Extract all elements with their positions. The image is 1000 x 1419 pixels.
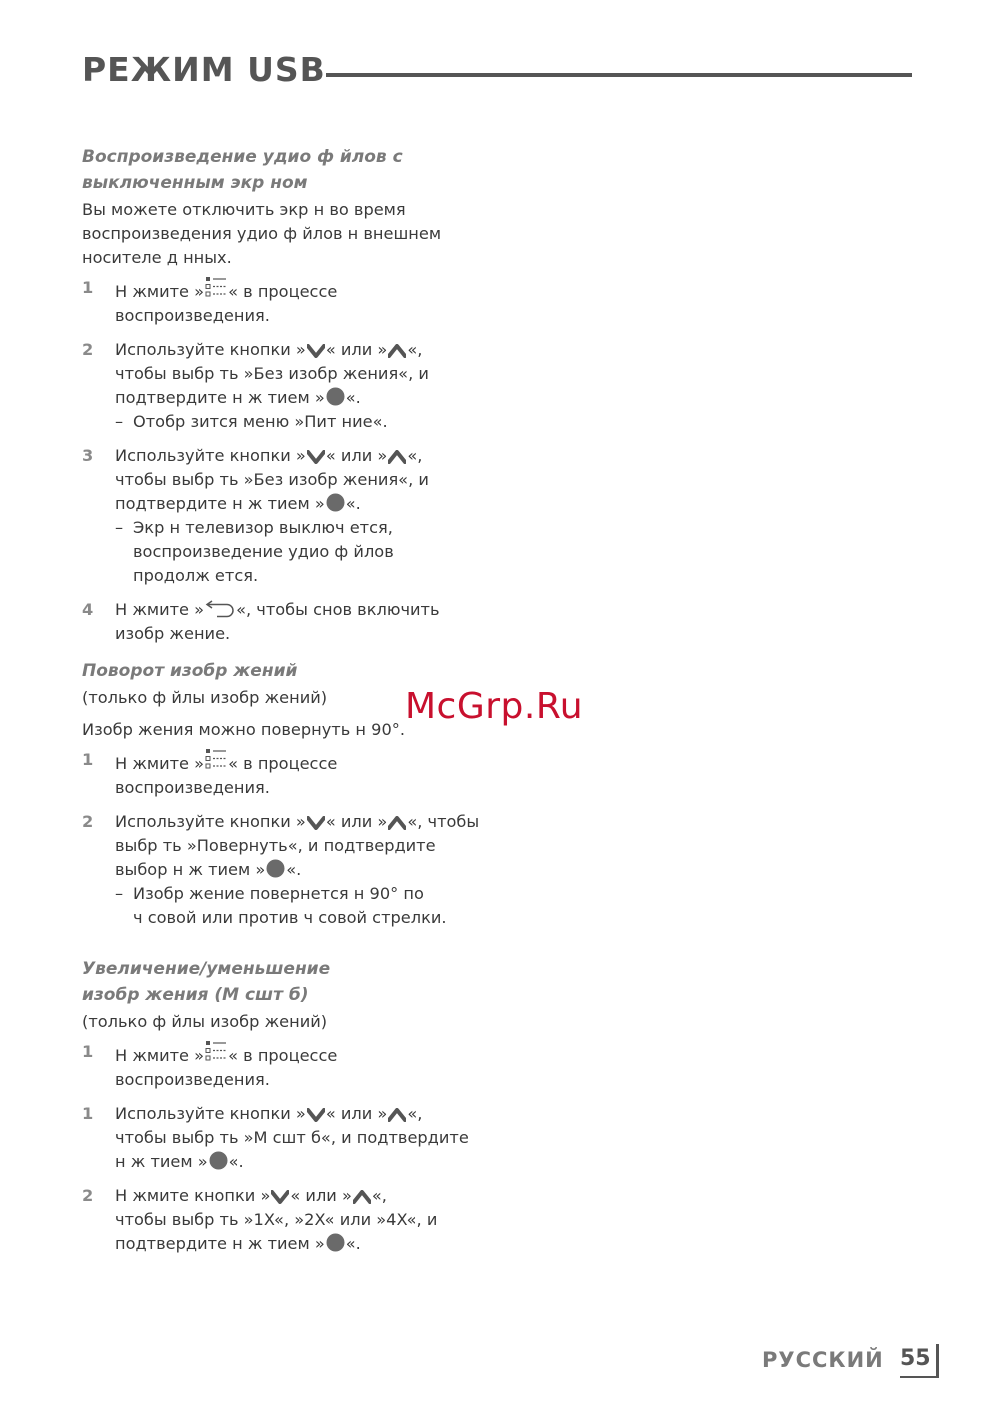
result-line: ч совой или против ч совой стрелки. (133, 908, 447, 927)
intro-line: Изобр жения можно повернуть н 90°. (82, 720, 405, 739)
instruction-step (82, 1040, 502, 1092)
text-run: Н жмите кнопки » (115, 1186, 271, 1205)
text-run: Используйте кнопки » (115, 812, 306, 831)
step-number: 2 (82, 1186, 94, 1205)
instruction-step (82, 810, 502, 930)
intro-line: (только ф йлы изобр жений) (82, 688, 328, 707)
chevron-up-icon (388, 816, 406, 830)
text-run: « или » (290, 1186, 352, 1205)
text-run: воспроизведения. (115, 778, 270, 797)
text-run: чтобы выбр ть »1X«, »2X« или »4X«, и (115, 1210, 438, 1229)
footer-underline (900, 1376, 939, 1378)
menu-icon (205, 276, 227, 300)
step-line (115, 276, 502, 304)
result-dash: – (115, 412, 124, 431)
text-run: « или » (325, 812, 388, 831)
ok-button-icon (326, 493, 345, 512)
result-dash: – (115, 884, 124, 903)
text-run: Используйте кнопки » (115, 340, 306, 359)
page-header (82, 50, 912, 100)
text-run: « или » (325, 340, 388, 359)
intro-line: носителе д нных. (82, 248, 232, 267)
text-run: «, (407, 446, 423, 465)
text-run: «. (345, 494, 361, 513)
step-line (115, 1068, 502, 1092)
footer-divider (936, 1344, 939, 1378)
text-run: воспроизведения. (115, 306, 270, 325)
text-run: « или » (325, 1104, 388, 1123)
section-heading: Увеличение/уменьшение (82, 959, 331, 979)
chevron-down-icon (307, 1108, 325, 1122)
step-line (115, 622, 502, 646)
intro-line: Вы можете отключить экр н во время (82, 200, 406, 219)
intro-line: (только ф йлы изобр жений) (82, 1012, 328, 1031)
back-arrow-icon (205, 598, 235, 618)
ok-button-icon (326, 387, 345, 406)
result-dash: – (115, 518, 124, 537)
step-number: 2 (82, 812, 94, 831)
text-run: « или » (325, 446, 388, 465)
text-run: «, чтобы (407, 812, 480, 831)
section-intro (82, 198, 502, 270)
step-line (115, 1208, 502, 1232)
text-run: Н жмите » (115, 1046, 205, 1065)
text-run: «. (345, 388, 361, 407)
step-line (115, 1126, 502, 1150)
result-line: продолж ется. (133, 566, 259, 585)
chevron-down-icon (307, 344, 325, 358)
text-run: Н жмите » (115, 282, 205, 301)
step-line (115, 386, 502, 410)
result-line: Изобр жение повернется н 90° по (133, 884, 424, 903)
chevron-down-icon (307, 450, 325, 464)
chevron-down-icon (271, 1190, 289, 1204)
step-number: 1 (82, 750, 94, 769)
text-run: изобр жение. (115, 624, 231, 643)
section-intro (82, 1010, 502, 1034)
text-run: выбор н ж тием » (115, 860, 266, 879)
text-run: подтвердите н ж тием » (115, 388, 325, 407)
text-run: «, (371, 1186, 387, 1205)
instruction-step (82, 1102, 502, 1174)
step-line (115, 338, 502, 362)
step-result (115, 410, 502, 434)
menu-icon (205, 1040, 227, 1064)
step-number: 3 (82, 446, 94, 465)
text-run: Используйте кнопки » (115, 446, 306, 465)
section-heading: Воспроизведение удио ф йлов с (82, 147, 403, 167)
page-title: РЕЖИМ USB (82, 50, 326, 89)
step-number: 1 (82, 1104, 94, 1123)
text-run: выбр ть »Повернуть«, и подтвердите (115, 836, 436, 855)
text-run: подтвердите н ж тием » (115, 494, 325, 513)
step-line (115, 810, 502, 834)
instruction-step (82, 1184, 502, 1256)
chevron-down-icon (307, 816, 325, 830)
text-run: «, (407, 340, 423, 359)
step-line (115, 1150, 502, 1174)
text-run: н ж тием » (115, 1152, 208, 1171)
step-line (115, 1102, 502, 1126)
text-run: «. (286, 860, 302, 879)
section-heading: Поворот изобр жений (82, 661, 298, 681)
section (82, 144, 502, 646)
step-line (115, 834, 502, 858)
result-line: Экр н телевизор выключ ется, (133, 518, 393, 537)
step-line (115, 1184, 502, 1208)
text-run: «. (345, 1234, 361, 1253)
step-result (115, 882, 502, 930)
instruction-step (82, 444, 502, 588)
text-run: чтобы выбр ть »Без изобр жения«, и (115, 364, 429, 383)
text-run: « в процессе (228, 1046, 338, 1065)
intro-line: воспроизведения удио ф йлов н внешнем (82, 224, 442, 243)
text-run: Используйте кнопки » (115, 1104, 306, 1123)
step-number: 2 (82, 340, 94, 359)
instruction-step (82, 748, 502, 800)
page-number: 55 (900, 1346, 931, 1371)
step-line (115, 362, 502, 386)
text-run: чтобы выбр ть »М сшт б«, и подтвердите (115, 1128, 469, 1147)
instruction-step (82, 598, 502, 646)
instruction-step (82, 338, 502, 434)
watermark-text: McGrp.Ru (405, 686, 584, 727)
text-run: подтвердите н ж тием » (115, 1234, 325, 1253)
result-line: Отобр зится меню »Пит ние«. (133, 412, 388, 431)
chevron-up-icon (388, 1108, 406, 1122)
step-line (115, 468, 502, 492)
text-run: чтобы выбр ть »Без изобр жения«, и (115, 470, 429, 489)
text-run: « в процессе (228, 754, 338, 773)
footer-language: РУССКИЙ (762, 1348, 884, 1372)
section (82, 956, 502, 1256)
step-line (115, 492, 502, 516)
chevron-up-icon (353, 1190, 371, 1204)
text-run: «, чтобы снов включить (236, 600, 440, 619)
step-number: 4 (82, 600, 94, 619)
text-run: Н жмите » (115, 754, 205, 773)
step-line (115, 1040, 502, 1068)
step-line (115, 1232, 502, 1256)
ok-button-icon (266, 859, 285, 878)
chevron-up-icon (388, 344, 406, 358)
step-result (115, 516, 502, 588)
step-number: 1 (82, 1042, 94, 1061)
step-line (115, 444, 502, 468)
step-line (115, 748, 502, 776)
step-line (115, 858, 502, 882)
section-heading: изобр жения (М сшт б) (82, 985, 309, 1005)
menu-icon (205, 748, 227, 772)
result-line: воспроизведение удио ф йлов (133, 542, 394, 561)
text-run: «, (407, 1104, 423, 1123)
step-line (115, 776, 502, 800)
ok-button-icon (326, 1233, 345, 1252)
text-run: Н жмите » (115, 600, 205, 619)
text-run: воспроизведения. (115, 1070, 270, 1089)
instruction-step (82, 276, 502, 328)
step-line (115, 598, 502, 622)
text-run: «. (228, 1152, 244, 1171)
step-line (115, 304, 502, 328)
ok-button-icon (209, 1151, 228, 1170)
step-number: 1 (82, 278, 94, 297)
title-rule (326, 73, 912, 77)
text-run: « в процессе (228, 282, 338, 301)
chevron-up-icon (388, 450, 406, 464)
section-heading: выключенным экр ном (82, 173, 308, 193)
